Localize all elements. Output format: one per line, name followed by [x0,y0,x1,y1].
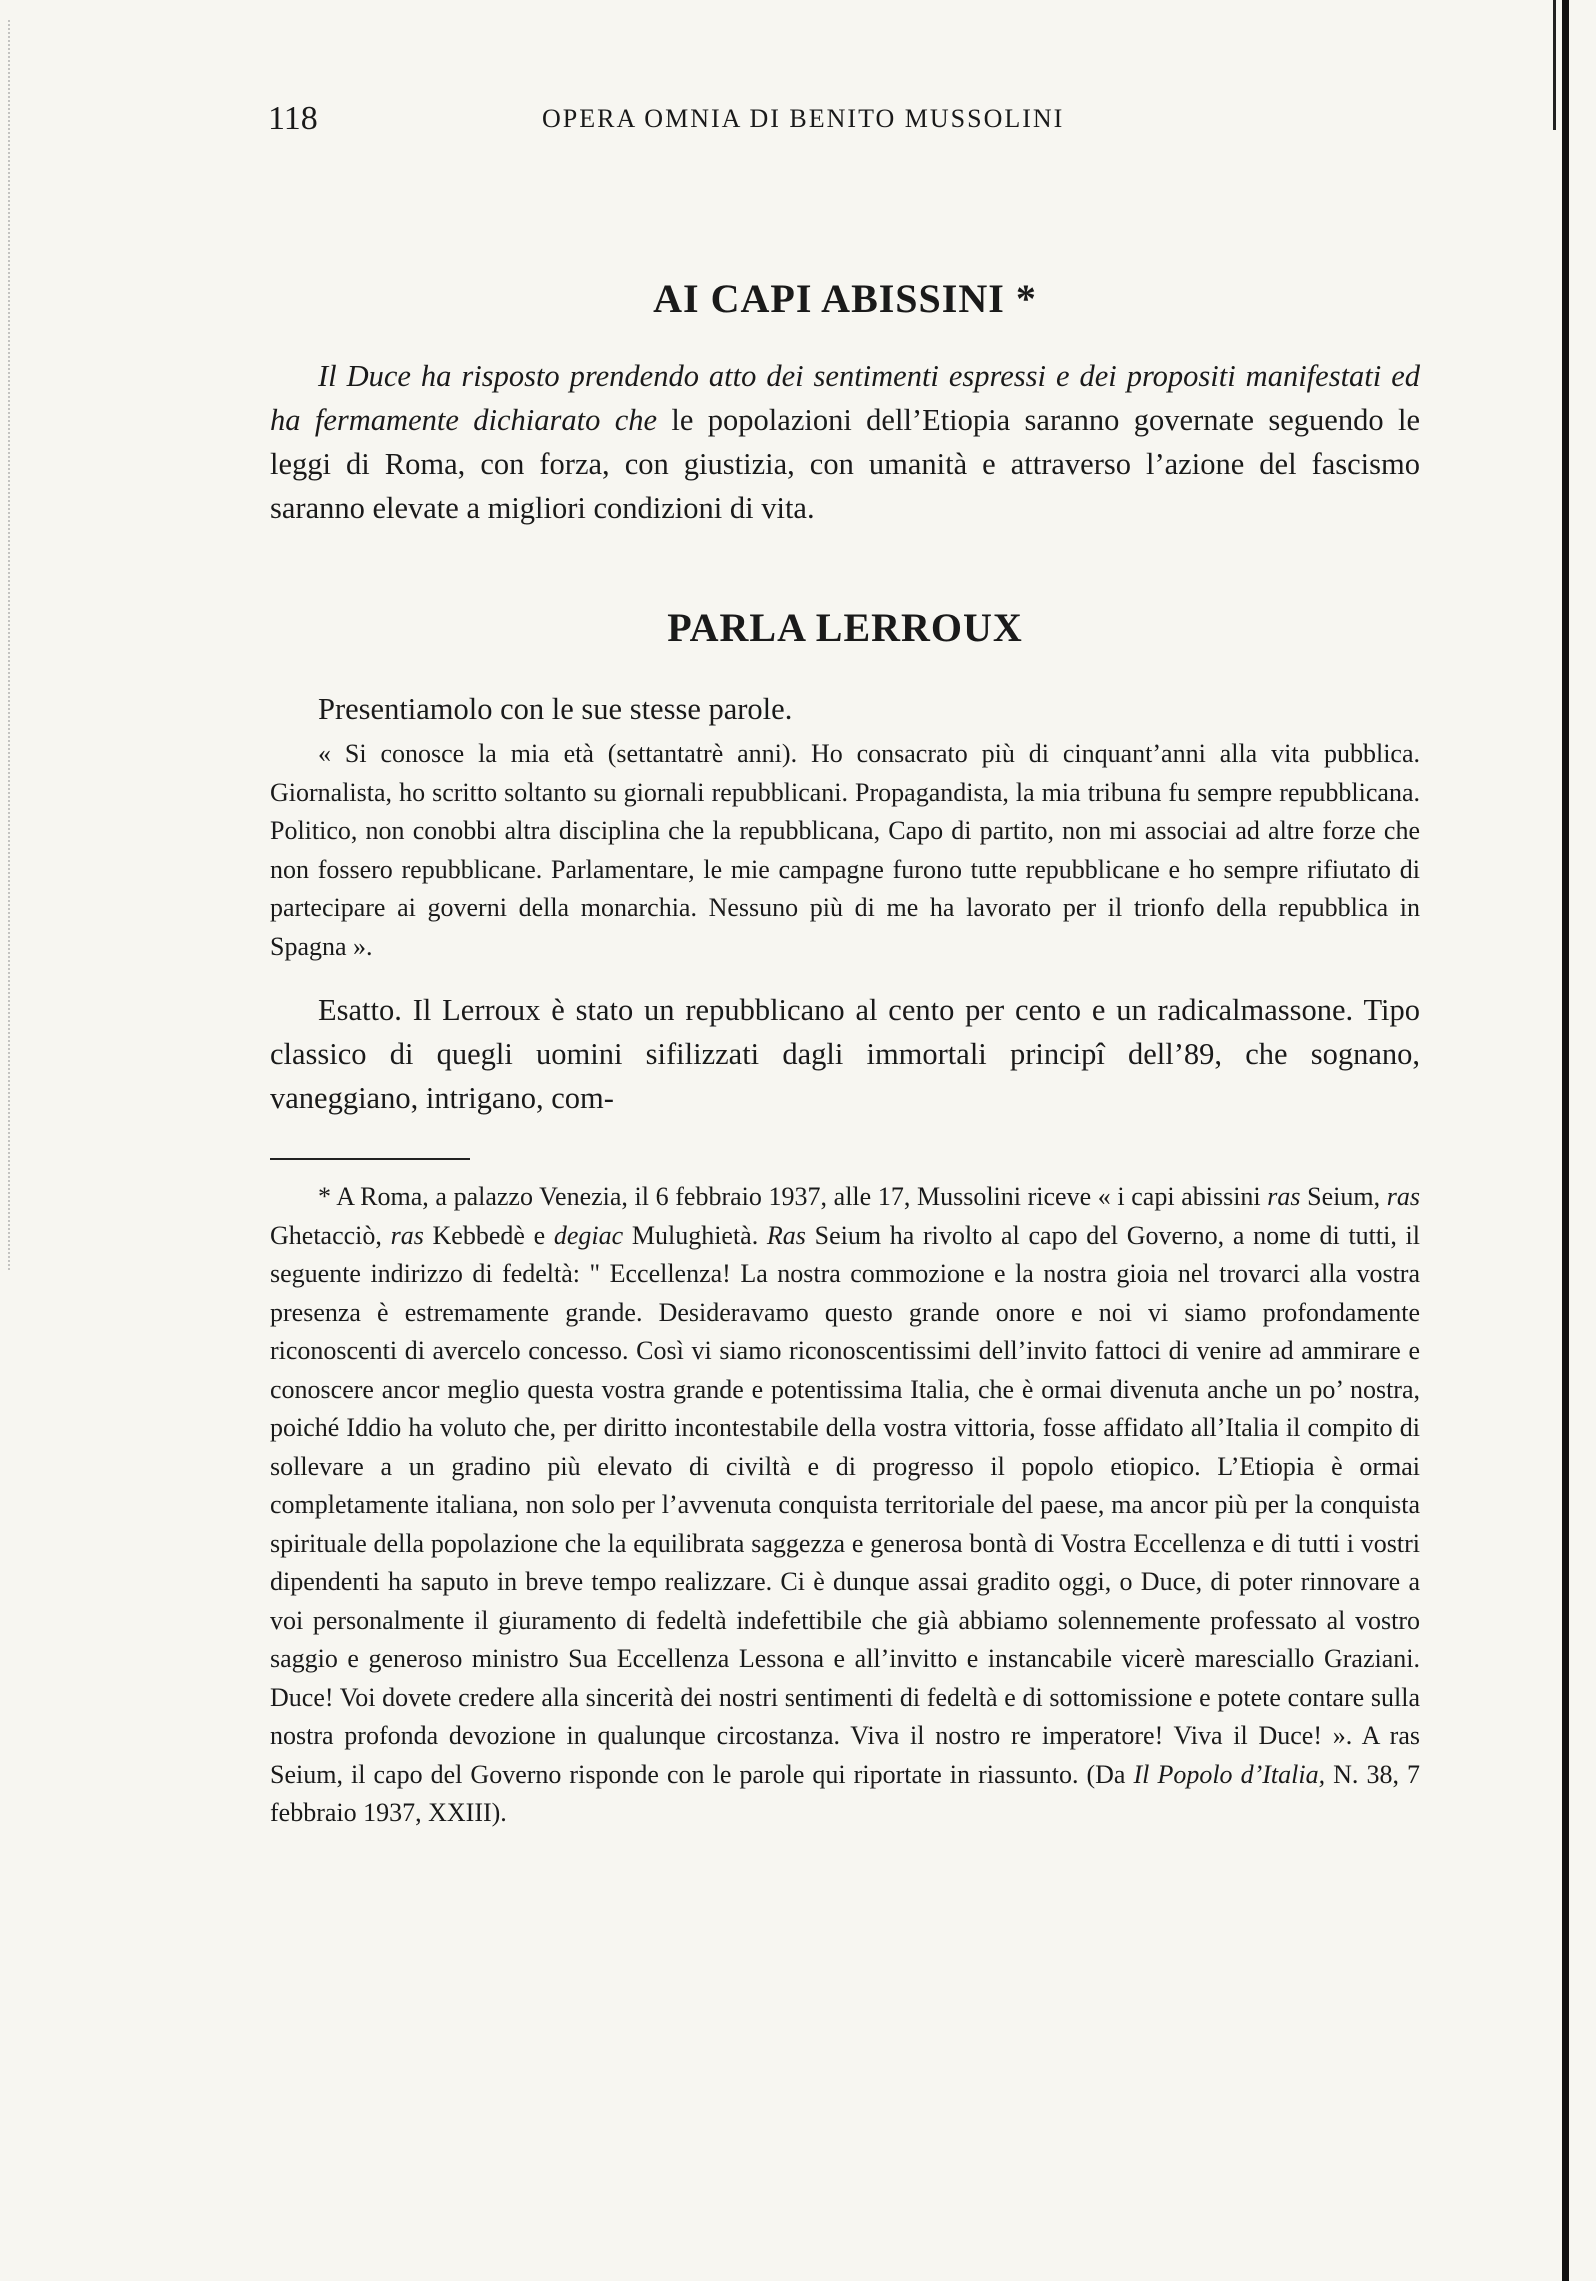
footnote-term: Ras [766,1220,806,1250]
page-edge-shadow [1562,0,1569,2281]
section-paragraph [270,354,1420,530]
footnote [270,1178,1420,1833]
footnote-source: Il Popolo d’Italia, [1133,1759,1326,1789]
footnote-term: ras [1386,1182,1420,1211]
page-edge-mark [1553,0,1556,130]
commentary-paragraph: Esatto. Il Lerroux è stato un repubblicano al cento per cento e un radicalmassone. Tipo classico di quegli uomini sifilizzati dagli immortali principî dell’89, che sognano, vaneggiano, intrigano, com- [270,993,1420,1115]
footnote-divider [270,1158,470,1160]
paragraph-text: le popolazioni dell’Etiopia saranno governate seguendo le leggi di Roma, con forza, con giustizia, con umanità e attraverso l’azione del fascismo saranno elevate a migliori condizioni di vita. [270,403,1420,525]
footnote-term: degiac [553,1220,624,1250]
footnote-text: Seium, [1300,1182,1387,1211]
scan-edge-artifact [8,20,24,1270]
running-head: OPERA OMNIA DI BENITO MUSSOLINI [542,104,1065,133]
page-header [270,100,1420,150]
lerroux-quote: « Si conosce la mia età (settantatrè anni). Ho consacrato più di cinquant’anni alla vita pubblica. Giornalista, ho scritto soltanto su giornali repubblicani. Propagandista, la mia tribuna fu sempre repubblicana. Politico, non conobbi altra disciplina che la repubblicana, Capo di partito, non mi associai ad altre forze che non fossero repubblicane. Parlamentare, le mie campagne furono tutte repubblicane e ho sempre rifiutato di partecipare ai governi della monarchia. Nessuno più di me ha lavorato per il trionfo della repubblica in Spagna ». [270,739,1420,961]
italic-passage: Il Duce ha risposto prendendo atto dei sentimenti espressi e dei propositi manifestati ed ha fermamente dichiarato che [270,359,1420,437]
page-content [270,100,1420,1833]
footnote-term: ras [390,1220,424,1250]
footnote-text: * A Roma, a palazzo Venezia, il 6 febbraio 1937, alle 17, Mussolini riceve « i capi abissini [318,1182,1268,1211]
footnote-term: ras [1267,1182,1301,1211]
footnote-text: Mulughietà. [623,1220,767,1250]
footnote-text: Kebbedè e [423,1220,554,1250]
footnote-text: N. 38, 7 febbraio 1937, XXIII). [270,1759,1421,1827]
intro-paragraph: Presentiamolo con le sue stesse parole. [318,692,793,726]
section-title-capi-abissini: AI CAPI ABISSINI * [653,276,1037,321]
footnote-text: Seium ha rivolto al capo del Governo, a nome di tutti, il seguente indirizzo di fedeltà: " Eccellenza! La nostra commozione e la nostra gioia nel trovarci alla vostra presenza è estremamente grande. Desideravamo questo grande onore e noi vi siamo profondamente riconoscenti di avercelo concesso. Così vi siamo riconoscentissimi dell’invito fattoci di venire ad ammirare e conoscere ancor meglio questa vostra grande e potentissima Italia, che è ormai divenuta anche un po’ nostra, poiché Iddio ha voluto che, per diritto incontestabile della vostra vittoria, fosse affidato all’Italia il compito di sollevare a un gradino più elevato di civiltà e di progresso il popolo etiopico. L’Etiopia è ormai completamente italiana, non solo per l’avvenuta conquista territoriale del paese, ma ancor più per la conquista spirituale della popolazione che la equilibrata saggezza e generosa bontà di Vostra Eccellenza e di tutti i vostri dipendenti ha saputo in breve tempo realizzare. Ci è dunque assai gradito oggi, o Duce, di poter rinnovare a voi personalmente il giuramento di fedeltà indefettibile che già abbiamo solennemente professato al vostro saggio e generoso ministro Sua Eccellenza Lessona e all’invitto e instancabile vicerè maresciallo Graziani. Duce! Voi dovete credere alla sincerità dei nostri sentimenti di fedeltà e di sottomissione e potete contare sulla nostra profonda devozione in qualunque circostanza. Viva il nostro re imperatore! Viva il Duce! ». A ras Seium, il capo del Governo risponde con le parole qui riportate in riassunto. (Da [270,1220,1420,1789]
page-number: 118 [268,100,318,137]
section-title-parla-lerroux: PARLA LERROUX [667,605,1023,650]
footnote-text: Ghetacciò, [270,1220,391,1250]
